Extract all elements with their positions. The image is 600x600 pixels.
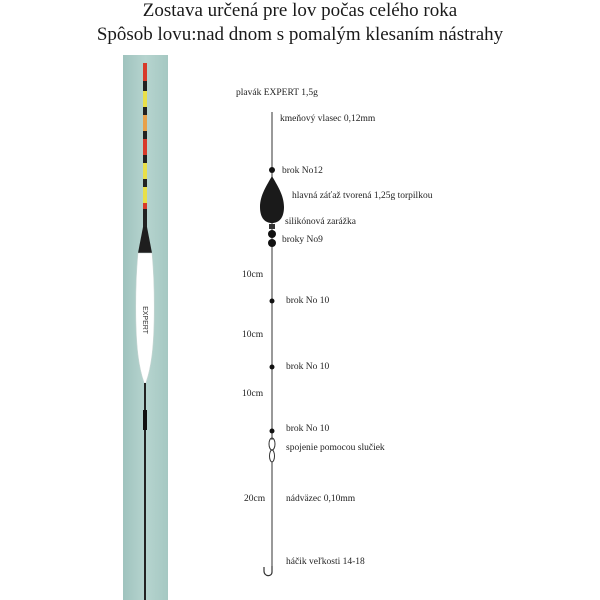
label-gap-2: 10cm: [242, 330, 264, 340]
label-float: plavák EXPERT 1,5g: [236, 88, 318, 98]
shot-no10-c: [270, 429, 275, 434]
shot-no10-b: [270, 365, 275, 370]
label-shot-no10-b: brok No 10: [286, 362, 330, 372]
label-gap-1: 10cm: [242, 270, 264, 280]
hook: [264, 566, 272, 576]
label-shots-no9: broky No9: [282, 235, 323, 245]
silicone-stop: [269, 224, 275, 229]
label-loop-join: spojenie pomocou slučiek: [286, 443, 385, 453]
torpedo-weight: [260, 176, 284, 223]
label-hooklength: nádväzec 0,10mm: [286, 494, 356, 504]
shot-no9-1: [268, 230, 276, 238]
shot-no12: [269, 167, 275, 173]
label-gap-4: 20cm: [244, 494, 266, 504]
label-main-line: kmeňový vlasec 0,12mm: [280, 114, 376, 124]
shot-no9-2: [268, 239, 276, 247]
label-hook: háčik veľkosti 14-18: [286, 557, 365, 567]
title-line-2: Spôsob lovu:nad dnom s pomalým klesaním nástrahy: [96, 24, 504, 45]
label-main-weight: hlavná záťaž tvorená 1,25g torpilkou: [292, 191, 433, 201]
label-shot-no10-c: brok No 10: [286, 424, 330, 434]
float-brand-label: EXPERT: [141, 306, 148, 334]
label-silicone-stop: silikónová zarážka: [285, 217, 356, 227]
loop-lower: [270, 450, 275, 462]
shot-no10-a: [270, 299, 275, 304]
label-shot-no12: brok No12: [282, 166, 323, 176]
title-line-1: Zostava určená pre lov počas celého roka: [142, 0, 458, 21]
label-gap-3: 10cm: [242, 389, 264, 399]
label-shot-no10-a: brok No 10: [286, 296, 330, 306]
